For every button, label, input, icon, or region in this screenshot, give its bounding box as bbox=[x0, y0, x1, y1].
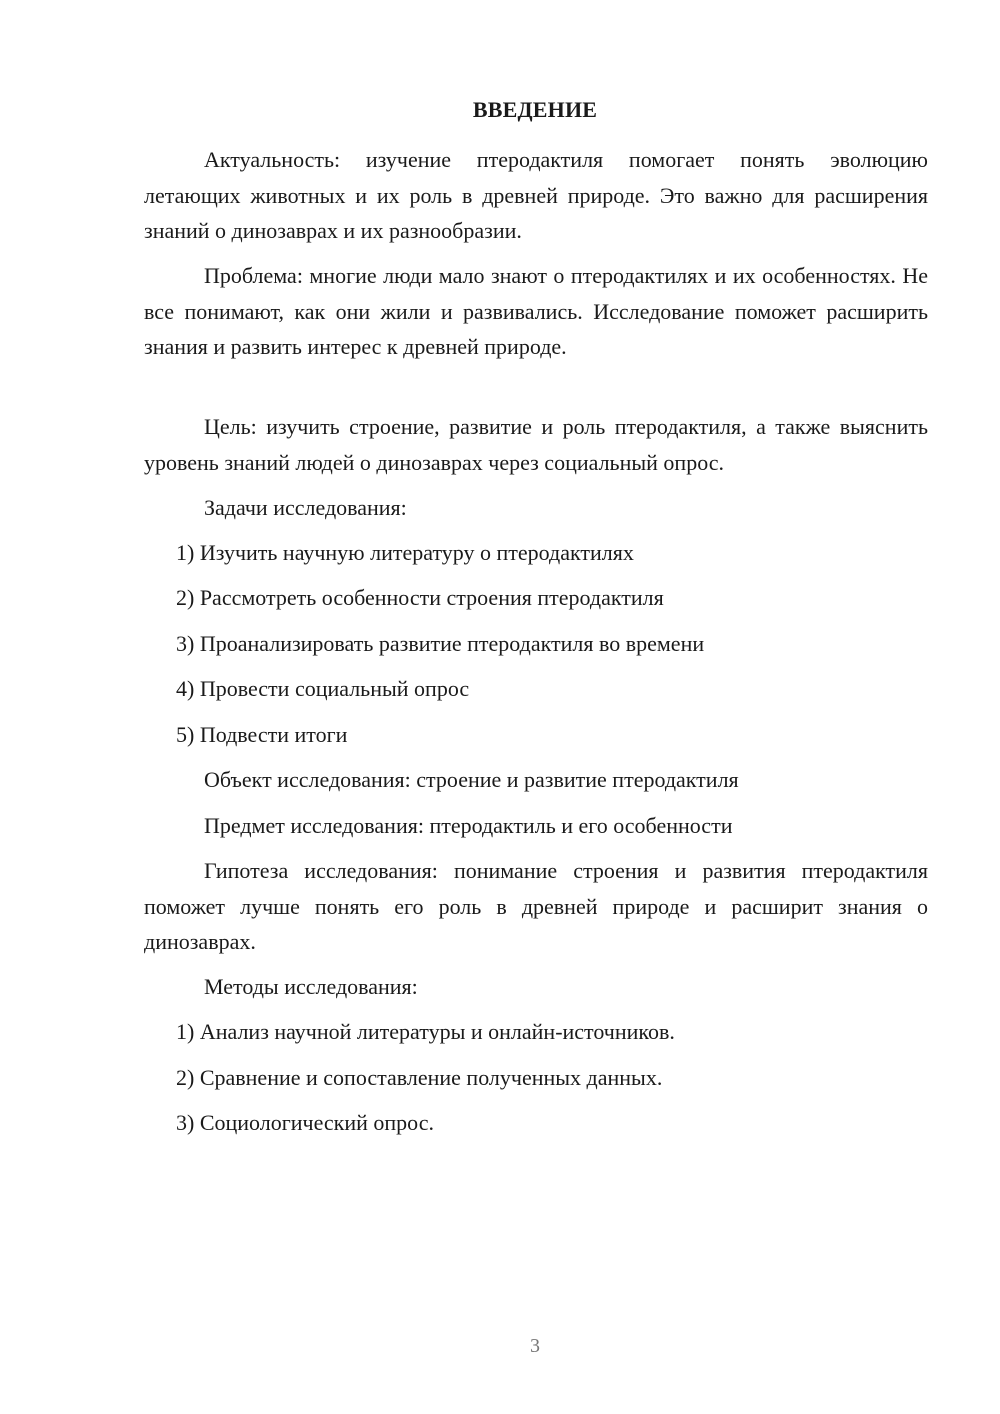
section-heading: ВВЕДЕНИЕ bbox=[472, 97, 598, 122]
tasks-item-4-block bbox=[144, 671, 928, 707]
hypothesis-block bbox=[144, 853, 928, 960]
list-item: 2) Рассмотреть особенности строения птеродактиля bbox=[176, 585, 664, 610]
subject-block bbox=[144, 808, 928, 844]
tasks-item-3-block bbox=[144, 626, 928, 662]
goal-paragraph: Цель: изучить строение, развитие и роль птеродактиля, а также выяснить уровень знаний людей о динозаврах через социальный опрос. bbox=[144, 414, 928, 475]
methods-item-1-block bbox=[144, 1014, 928, 1050]
tasks-item-5-block bbox=[144, 717, 928, 753]
methods-item-3-block bbox=[144, 1105, 928, 1141]
page-number: 3 bbox=[530, 1335, 540, 1357]
tasks-item-1-block bbox=[144, 535, 928, 571]
relevance-paragraph: Актуальность: изучение птеродактиля помогает понять эволюцию летающих животных и их роль в древней природе. Это важно для расширения знаний о динозаврах и их разнообразии. bbox=[144, 147, 928, 243]
research-object: Объект исследования: строение и развитие птеродактиля bbox=[204, 767, 739, 792]
relevance-block bbox=[144, 142, 928, 249]
tasks-title: Задачи исследования: bbox=[204, 495, 407, 520]
problem-paragraph: Проблема: многие люди мало знают о птеродактилях и их особенностях. Не все понимают, как они жили и развивались. Исследование поможет расширить знания и развить интерес к древней природе. bbox=[144, 263, 928, 359]
methods-item-2-block bbox=[144, 1060, 928, 1096]
list-item: 5) Подвести итоги bbox=[176, 722, 348, 747]
list-item: 1) Изучить научную литературу о птеродактилях bbox=[176, 540, 634, 565]
methods-title-block bbox=[144, 969, 928, 1005]
tasks-item-2-block bbox=[144, 580, 928, 616]
object-block bbox=[144, 762, 928, 798]
hypothesis-paragraph: Гипотеза исследования: понимание строения и развития птеродактиля поможет лучше понять его роль в древней природе и расширит знания о динозаврах. bbox=[144, 858, 928, 954]
list-item: 3) Социологический опрос. bbox=[176, 1110, 434, 1135]
methods-title: Методы исследования: bbox=[204, 974, 418, 999]
goal-block bbox=[144, 409, 928, 480]
list-item: 4) Провести социальный опрос bbox=[176, 676, 470, 701]
tasks-title-block bbox=[144, 490, 928, 526]
list-item: 2) Сравнение и сопоставление полученных данных. bbox=[176, 1065, 663, 1090]
research-subject: Предмет исследования: птеродактиль и его особенности bbox=[204, 813, 733, 838]
problem-block bbox=[144, 258, 928, 365]
list-item: 1) Анализ научной литературы и онлайн-источников. bbox=[176, 1019, 675, 1044]
list-item: 3) Проанализировать развитие птеродактиля во времени bbox=[176, 631, 705, 656]
